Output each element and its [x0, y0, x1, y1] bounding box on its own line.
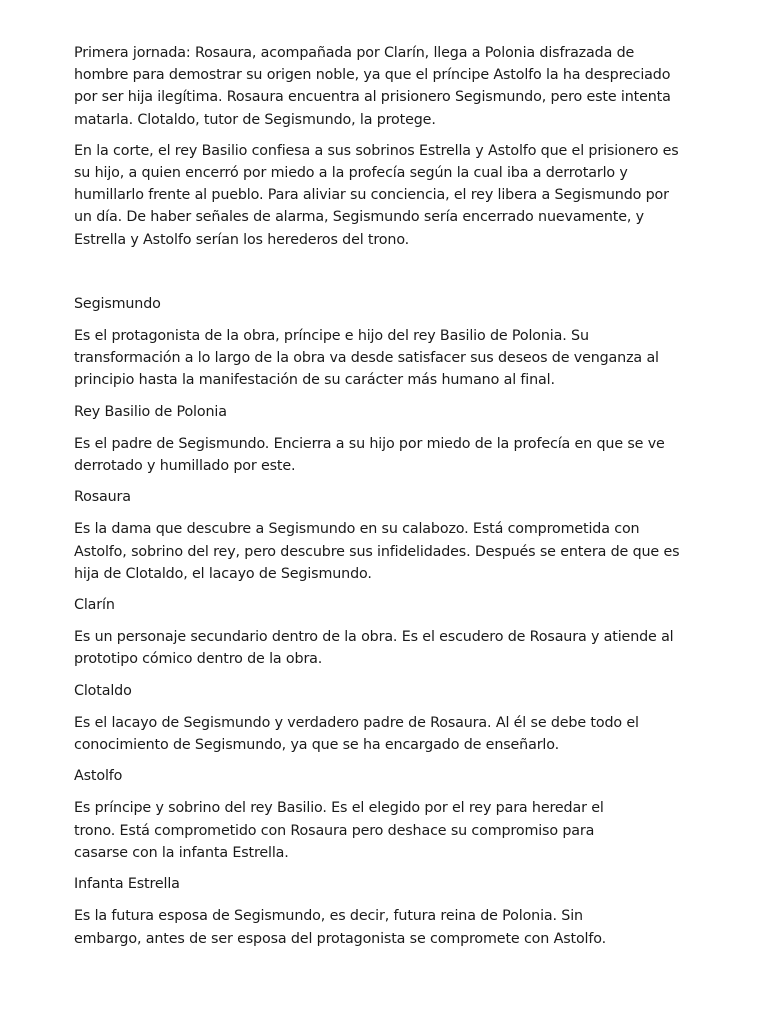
character-description-infanta-estrella: Es la futura esposa de Segismundo, es decir, futura reina de Polonia. Sin embargo, antes de ser esposa del protagonista se compromete con Astolfo. [74, 908, 606, 947]
character-name-clotaldo: Clotaldo [74, 682, 132, 699]
character-description-rey-basilio: Es el padre de Segismundo. Encierra a su hijo por miedo de la profecía en que se ve derrotado y humillado por este. [74, 435, 665, 475]
character-name-infanta-estrella: Infanta Estrella [74, 876, 180, 893]
character-description-clarin: Es un personaje secundario dentro de la obra. Es el escudero de Rosaura y atiende al prototipo cómico dentro de la obra. [74, 629, 674, 668]
character-name-rosaura: Rosaura [74, 489, 131, 506]
document-page [74, 42, 714, 959]
character-description-clotaldo: Es el lacayo de Segismundo y verdadero padre de Rosaura. Al él se debe todo el conocimiento de Segismundo, ya que se ha encargado de enseñarlo. [74, 714, 639, 754]
character-description-segismundo: Es el protagonista de la obra, príncipe e hijo del rey Basilio de Polonia. Su transformación a lo largo de la obra va desde satisfacer sus deseos de venganza al principio hasta la manifestación de su carácter más humano al final. [74, 328, 659, 389]
character-name-clarin: Clarín [74, 597, 115, 614]
character-name-rey-basilio: Rey Basilio de Polonia [74, 403, 227, 420]
character-name-segismundo: Segismundo [74, 295, 161, 312]
intro-paragraph-2: En la corte, el rey Basilio confiesa a sus sobrinos Estrella y Astolfo que el prisionero es su hijo, a quien encerró por miedo a la profecía según la cual iba a derrotarlo y humillarlo frente al pueblo. Para aliviar su conciencia, el rey libera a Segismundo por un día. De haber señales de alarma, Segismundo sería encerrado nuevamente, y Estrella y Astolfo serían los herederos del trono. [74, 142, 679, 248]
character-description-rosaura: Es la dama que descubre a Segismundo en su calabozo. Está comprometida con Astolfo, sobrino del rey, pero descubre sus infidelidades. Después se entera de que es hija de Clotaldo, el lacayo de Segismundo. [74, 521, 680, 582]
character-name-astolfo: Astolfo [74, 768, 123, 785]
character-description-astolfo: Es príncipe y sobrino del rey Basilio. Es el elegido por el rey para heredar el trono. Está comprometido con Rosaura pero deshace su compromiso para casarse con la infanta Estrella. [74, 800, 604, 861]
intro-paragraph-1: Primera jornada: Rosaura, acompañada por Clarín, llega a Polonia disfrazada de hombre para demostrar su origen noble, ya que el príncipe Astolfo la ha despreciado por ser hija ilegítima. Rosaura encuentra al prisionero Segismundo, pero este intenta matarla. Clotaldo, tutor de Segismundo, la protege. [74, 45, 671, 128]
